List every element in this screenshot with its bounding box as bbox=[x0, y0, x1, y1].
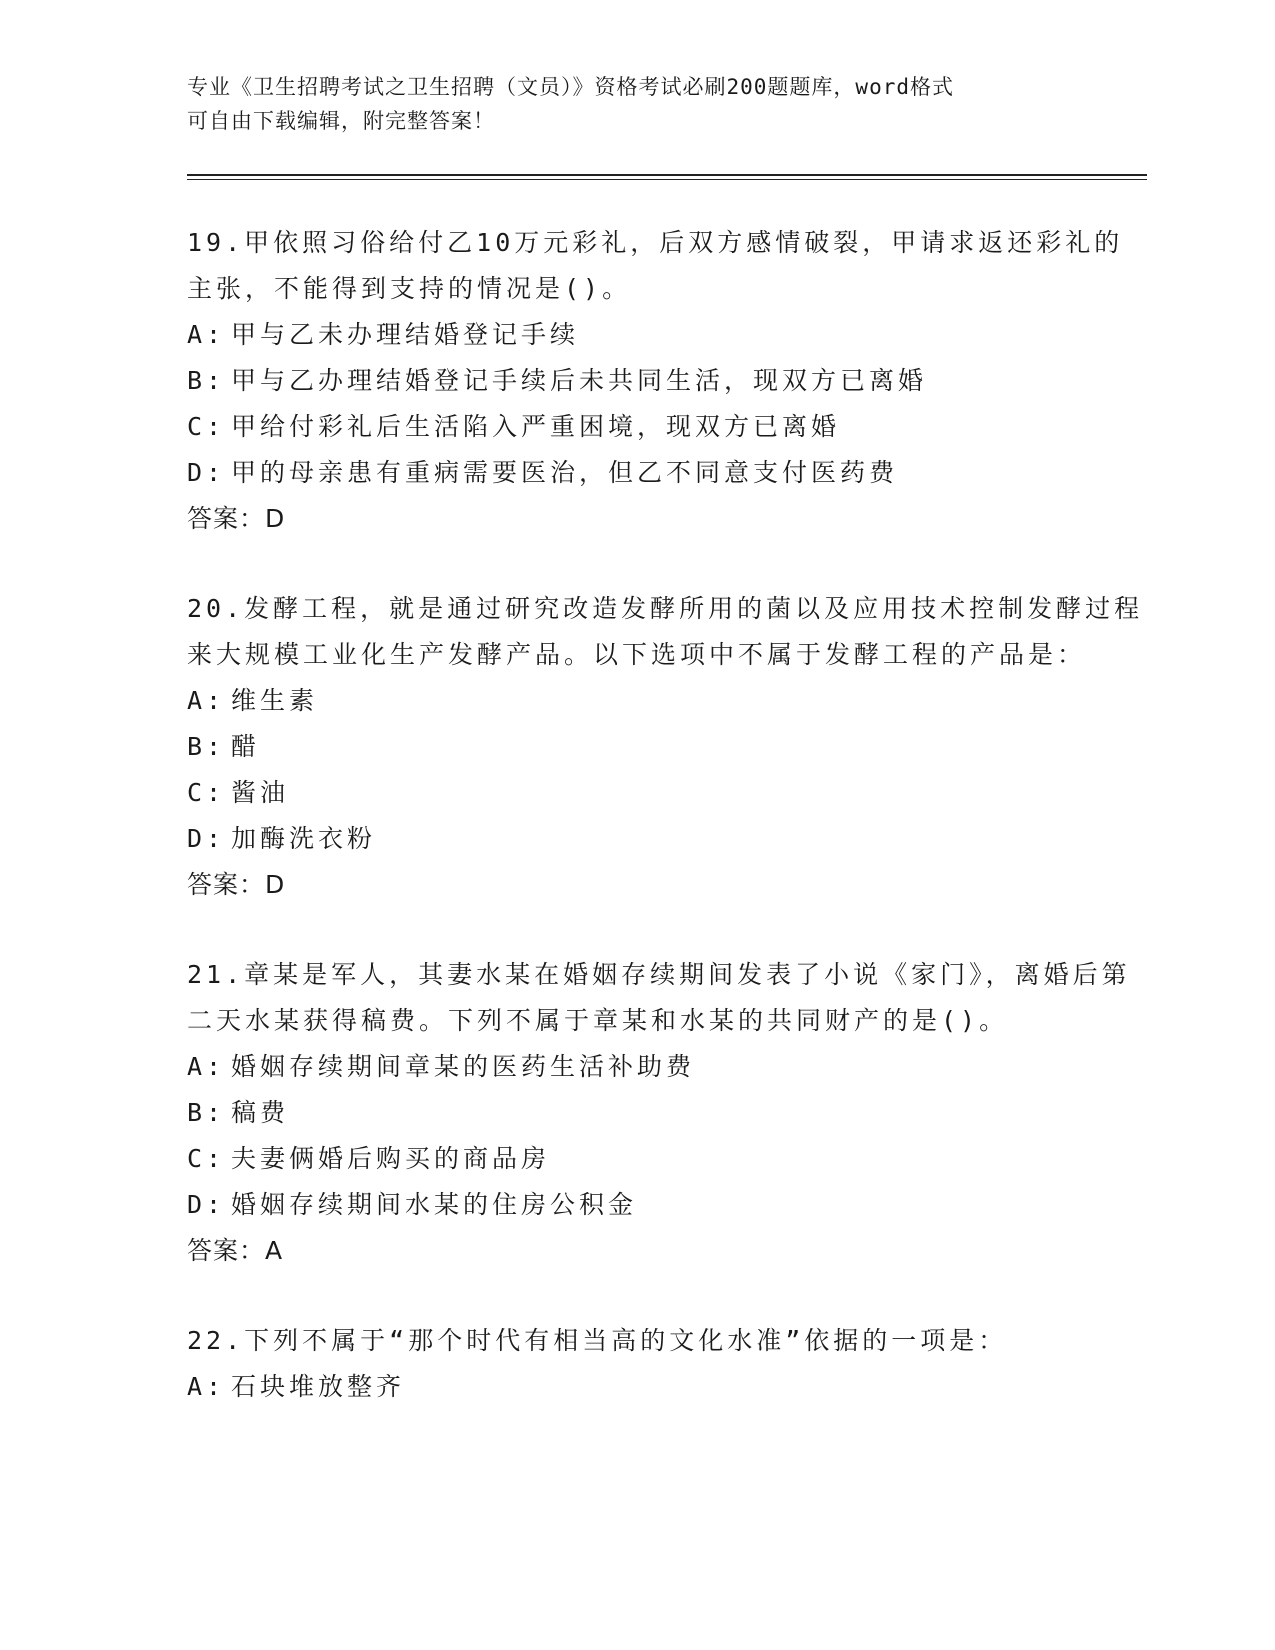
option-a bbox=[187, 1044, 1147, 1090]
question-20 bbox=[187, 586, 1147, 908]
option-text: 婚姻存续期间水某的住房公积金 bbox=[231, 1190, 638, 1219]
option-d bbox=[187, 816, 1147, 862]
header-divider bbox=[187, 174, 1147, 176]
option-key: A: bbox=[187, 1052, 226, 1081]
question-text: 22.下列不属于“那个时代有相当高的文化水准”依据的一项是： bbox=[187, 1326, 1008, 1355]
option-key: A: bbox=[187, 1372, 226, 1401]
question-text: 20.发酵工程，就是通过研究改造发酵所用的菌以及应用技术控制发酵过程来大规模工业化生产发酵产品。以下选项中不属于发酵工程的产品是： bbox=[187, 594, 1144, 669]
option-key: C: bbox=[187, 778, 226, 807]
option-text: 甲与乙办理结婚登记手续后未共同生活，现双方已离婚 bbox=[231, 366, 928, 395]
option-c bbox=[187, 404, 1147, 450]
option-text: 稿费 bbox=[231, 1098, 290, 1127]
header-line-2: 可自由下载编辑，附完整答案！ bbox=[187, 109, 495, 133]
option-text: 甲给付彩礼后生活陷入严重困境，现双方已离婚 bbox=[231, 412, 841, 441]
option-a bbox=[187, 1364, 1147, 1410]
option-key: C: bbox=[187, 1144, 226, 1173]
option-text: 甲的母亲患有重病需要医治，但乙不同意支付医药费 bbox=[231, 458, 899, 487]
answer-line: 答案：A bbox=[187, 1236, 284, 1265]
option-key: A: bbox=[187, 686, 226, 715]
option-c bbox=[187, 1136, 1147, 1182]
option-text: 醋 bbox=[231, 732, 261, 761]
option-text: 甲与乙未办理结婚登记手续 bbox=[231, 320, 580, 349]
question-19 bbox=[187, 220, 1147, 542]
option-text: 石块堆放整齐 bbox=[231, 1372, 406, 1401]
option-text: 维生素 bbox=[231, 686, 319, 715]
header-line-1: 专业《卫生招聘考试之卫生招聘（文员）》资格考试必刷200题题库，word格式 bbox=[187, 75, 954, 99]
question-text: 21.章某是军人，其妻水某在婚姻存续期间发表了小说《家门》，离婚后第二天水某获得稿费。下列不属于章某和水某的共同财产的是()。 bbox=[187, 960, 1131, 1035]
question-text: 19.甲依照习俗给付乙10万元彩礼，后双方感情破裂，甲请求返还彩礼的主张，不能得到支持的情况是()。 bbox=[187, 228, 1124, 303]
option-a bbox=[187, 678, 1147, 724]
question-21 bbox=[187, 952, 1147, 1274]
question-22 bbox=[187, 1318, 1147, 1410]
option-text: 婚姻存续期间章某的医药生活补助费 bbox=[231, 1052, 696, 1081]
option-key: D: bbox=[187, 1190, 226, 1219]
option-key: B: bbox=[187, 1098, 226, 1127]
option-text: 夫妻俩婚后购买的商品房 bbox=[231, 1144, 551, 1173]
option-key: C: bbox=[187, 412, 226, 441]
option-text: 加酶洗衣粉 bbox=[231, 824, 377, 853]
option-b bbox=[187, 724, 1147, 770]
option-d bbox=[187, 1182, 1147, 1228]
document-page bbox=[187, 70, 1147, 1454]
document-header bbox=[187, 70, 1147, 138]
option-b bbox=[187, 358, 1147, 404]
option-key: B: bbox=[187, 366, 226, 395]
option-text: 酱油 bbox=[231, 778, 290, 807]
option-c bbox=[187, 770, 1147, 816]
option-d bbox=[187, 450, 1147, 496]
option-key: D: bbox=[187, 824, 226, 853]
option-key: B: bbox=[187, 732, 226, 761]
answer-line: 答案：D bbox=[187, 870, 286, 899]
option-key: A: bbox=[187, 320, 226, 349]
option-key: D: bbox=[187, 458, 226, 487]
option-a bbox=[187, 312, 1147, 358]
answer-line: 答案：D bbox=[187, 504, 286, 533]
question-list bbox=[187, 220, 1147, 1410]
option-b bbox=[187, 1090, 1147, 1136]
